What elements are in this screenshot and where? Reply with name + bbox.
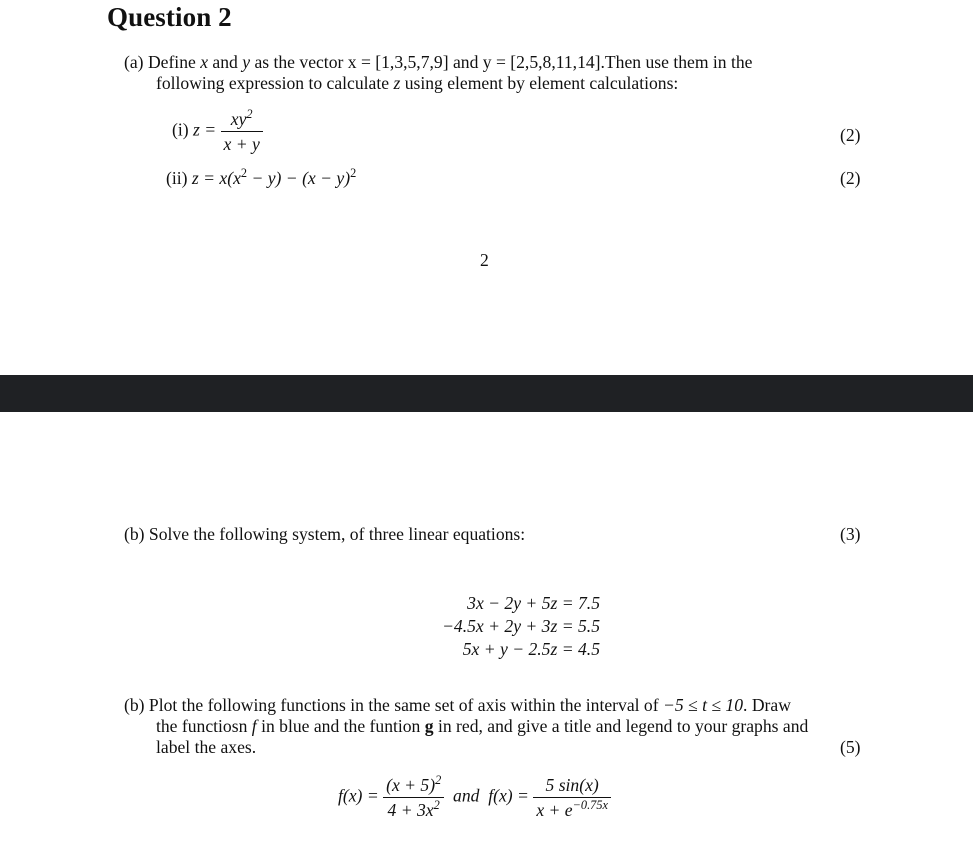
function-formulas	[338, 774, 611, 821]
part-b2-label: (b)	[124, 695, 145, 715]
equation-2: −4.5x + 2y + 3z = 5.5	[442, 616, 600, 636]
page-break-band	[0, 375, 973, 412]
item-ii: (ii) $z = x(x^2 - y) - (x - y)^2$	[166, 166, 357, 188]
part-b2-line2: the functiosn f in blue and the funtion g in red, and give a title and legend to your graphs and	[156, 716, 809, 736]
part-b1-line: (b) Solve the following system, of three linear equations:	[124, 524, 526, 544]
part-b2-line1: (b) Plot the following functions in the same set of axis within the interval of −5 ≤ t ≤ 10. Draw	[124, 695, 791, 715]
page-number: 2	[480, 250, 489, 270]
part-b2-line3: label the axes.	[156, 737, 257, 757]
equation-1: 3x − 2y + 5z = 7.5	[467, 593, 600, 613]
part-b1-label: (b)	[124, 524, 145, 544]
item-ii-label: (ii)	[166, 168, 188, 188]
part-a-line2: following expression to calculate z using element by element calculations:	[156, 73, 679, 93]
f1-lhs: f(x) =	[338, 785, 379, 806]
part-b2-marks: (5)	[840, 737, 861, 757]
part-a-line1: (a) Define x and y as the vector x = [1,3,5,7,9] and y = [2,5,8,11,14].Then use them in the	[124, 52, 753, 72]
linear-system	[410, 592, 600, 661]
item-i-fraction: $\frac{xy^2}{x + y}$	[221, 108, 263, 155]
x-vector: x = [1,3,5,7,9]	[347, 52, 449, 72]
item-i: (i) z = $\frac{xy^2}{x + y}$	[172, 108, 263, 155]
part-a-label: (a)	[124, 52, 144, 72]
part-b1-marks: (3)	[840, 524, 861, 544]
equation-3: 5x + y − 2.5z = 4.5	[462, 639, 600, 659]
item-i-label: (i)	[172, 119, 189, 140]
f2-fraction: $\frac{5 \sin(x)}{x + e^{-0.75x}}$	[533, 774, 611, 821]
item-i-marks: (2)	[840, 125, 861, 145]
f2-lhs: f(x) =	[488, 785, 529, 806]
y-vector: y = [2,5,8,11,14]	[482, 52, 601, 72]
f1-fraction: $\frac{(x + 5)^2}{4 + 3x^2}$	[383, 774, 444, 821]
and-word: and	[453, 785, 480, 806]
item-ii-marks: (2)	[840, 168, 861, 188]
question-title: Question 2	[107, 2, 232, 32]
